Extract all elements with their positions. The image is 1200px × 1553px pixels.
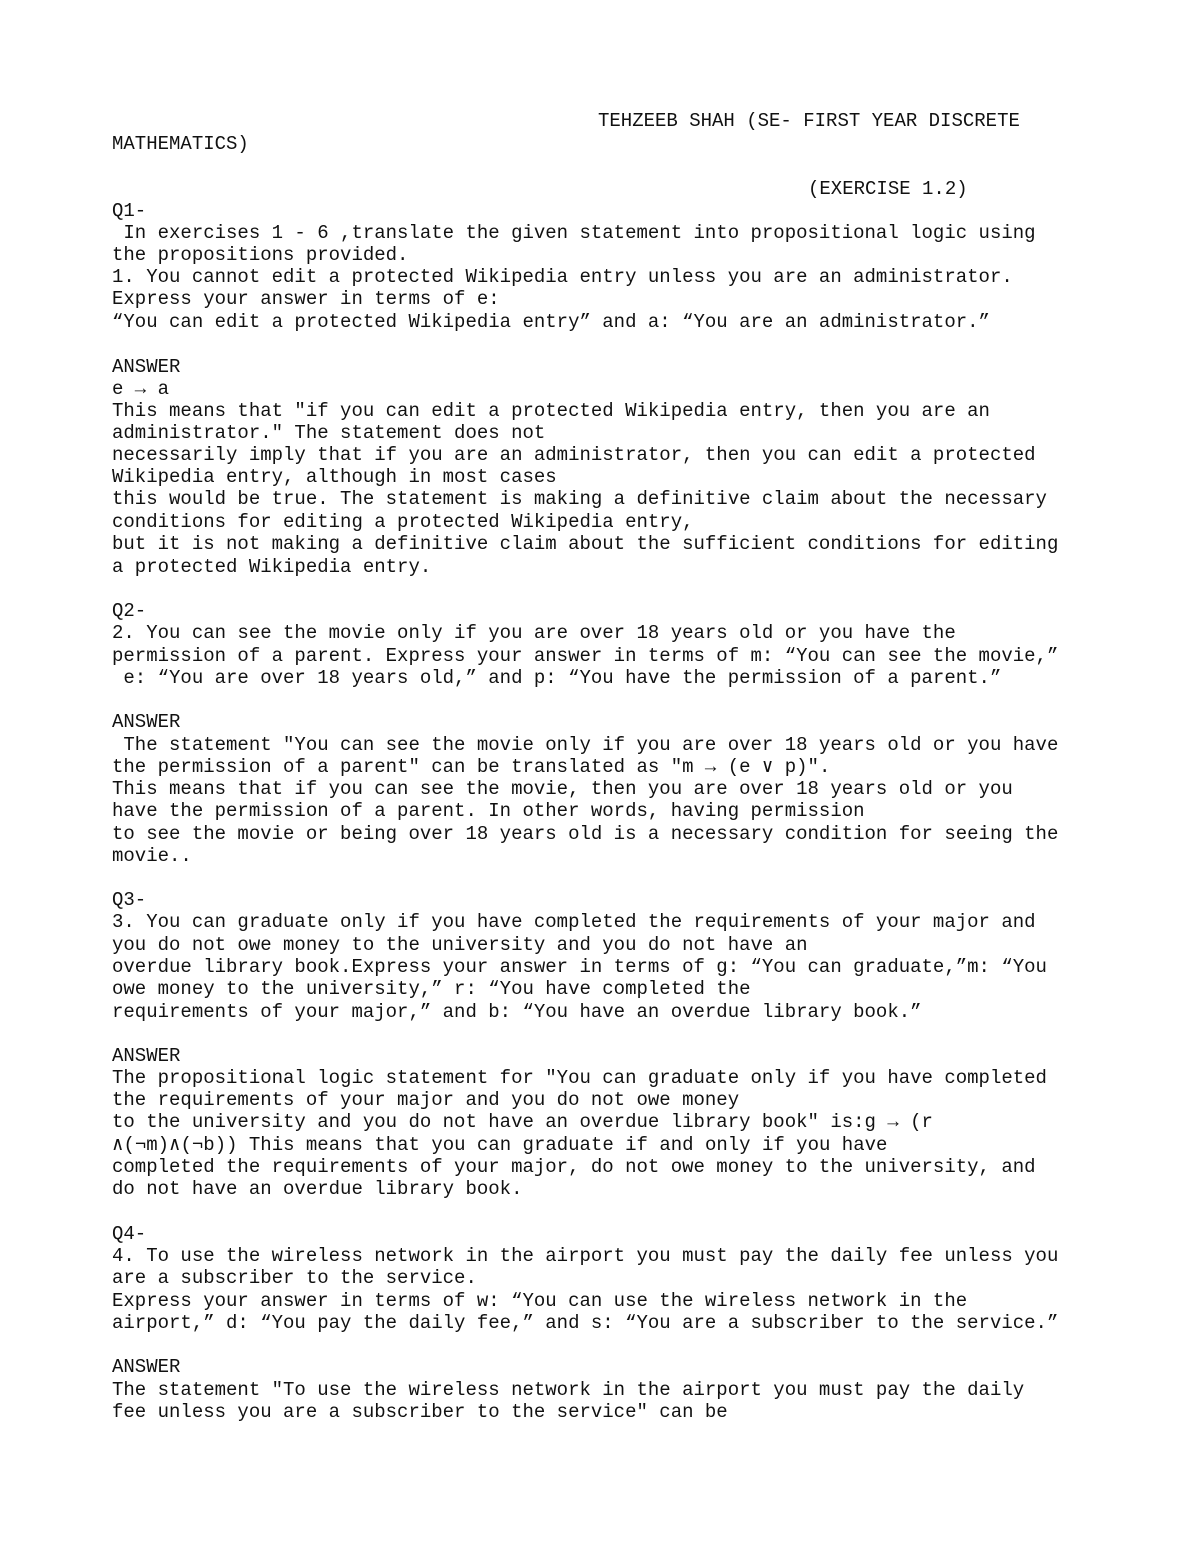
answer-text-line: have the permission of a parent. In other words, having permission [112,800,865,822]
answer-text-line: movie.. [112,845,192,867]
answer-text-line: to the university and you do not have an overdue library book" is:g → (r [112,1111,933,1133]
answer-text-line: this would be true. The statement is making a definitive claim about the necessary [112,488,1047,510]
answer-text-line: The statement "You can see the movie only if you are over 18 years old or you have [112,734,1059,756]
question-text-line: requirements of your major,” and b: “You have an overdue library book.” [112,1001,922,1023]
question-text-line: e: “You are over 18 years old,” and p: “You have the permission of a parent.” [112,667,1002,689]
answer-text-line: administrator." The statement does not [112,422,546,444]
question-text-line: Express your answer in terms of e: [112,288,500,310]
answer-label: ANSWER [112,1356,181,1378]
answer-text-line: The statement "To use the wireless network in the airport you must pay the daily [112,1379,1025,1401]
question-label-q2: Q2- [112,600,147,622]
answer-text-line: The propositional logic statement for "You can graduate only if you have completed [112,1067,1047,1089]
answer-text-line: completed the requirements of your major, do not owe money to the university, and [112,1156,1036,1178]
question-text-line: airport,” d: “You pay the daily fee,” and s: “You are a subscriber to the service.” [112,1312,1059,1334]
answer-text-line: This means that if you can see the movie, then you are over 18 years old or you [112,778,1013,800]
answer-text-line: necessarily imply that if you are an administrator, then you can edit a protected [112,444,1036,466]
answer-text-line: do not have an overdue library book. [112,1178,523,1200]
answer-text-line: This means that "if you can edit a protected Wikipedia entry, then you are an [112,400,990,422]
answer-text-line: fee unless you are a subscriber to the service" can be [112,1401,728,1423]
question-text-line: overdue library book.Express your answer in terms of g: “You can graduate,”m: “You [112,956,1047,978]
question-label-q3: Q3- [112,889,147,911]
answer-label: ANSWER [112,711,181,733]
answer-text-line: the permission of a parent" can be translated as "m → (e ∨ p)". [112,756,831,778]
answer-label: ANSWER [112,356,181,378]
question-text-line: “You can edit a protected Wikipedia entry” and a: “You are an administrator.” [112,311,990,333]
header-course-continued: MATHEMATICS) [112,133,249,155]
question-text-line: 2. You can see the movie only if you are over 18 years old or you have the [112,622,956,644]
answer-text-line: but it is not making a definitive claim about the sufficient conditions for editing [112,533,1059,555]
question-text-line: owe money to the university,” r: “You have completed the [112,978,751,1000]
question-text-line: you do not owe money to the university and you do not have an [112,934,808,956]
question-text-line: 4. To use the wireless network in the airport you must pay the daily fee unless you [112,1245,1059,1267]
question-text-line: 3. You can graduate only if you have completed the requirements of your major and [112,911,1036,933]
header-author-course: TEHZEEB SHAH (SE- FIRST YEAR DISCRETE [598,110,1020,132]
question-text-line: permission of a parent. Express your answer in terms of m: “You can see the movie,” [112,645,1059,667]
answer-text-line: ∧(¬m)∧(¬b)) This means that you can graduate if and only if you have [112,1134,888,1156]
question-text-line: 1. You cannot edit a protected Wikipedia entry unless you are an administrator. [112,266,1013,288]
answer-text-line: a protected Wikipedia entry. [112,556,432,578]
answer-formula: e → a [112,378,170,400]
answer-text-line: Wikipedia entry, although in most cases [112,466,557,488]
question-text-line: are a subscriber to the service. [112,1267,477,1289]
question-text-line: Express your answer in terms of w: “You can use the wireless network in the [112,1290,968,1312]
answer-text-line: conditions for editing a protected Wikipedia entry, [112,511,694,533]
answer-text-line: to see the movie or being over 18 years old is a necessary condition for seeing the [112,823,1059,845]
answer-text-line: the requirements of your major and you do not owe money [112,1089,740,1111]
question-label-q4: Q4- [112,1223,147,1245]
exercise-heading: (EXERCISE 1.2) [808,178,968,200]
answer-label: ANSWER [112,1045,181,1067]
instructions-line: In exercises 1 - 6 ,translate the given statement into propositional logic using [112,222,1036,244]
instructions-line: the propositions provided. [112,244,409,266]
question-label-q1: Q1- [112,200,147,222]
